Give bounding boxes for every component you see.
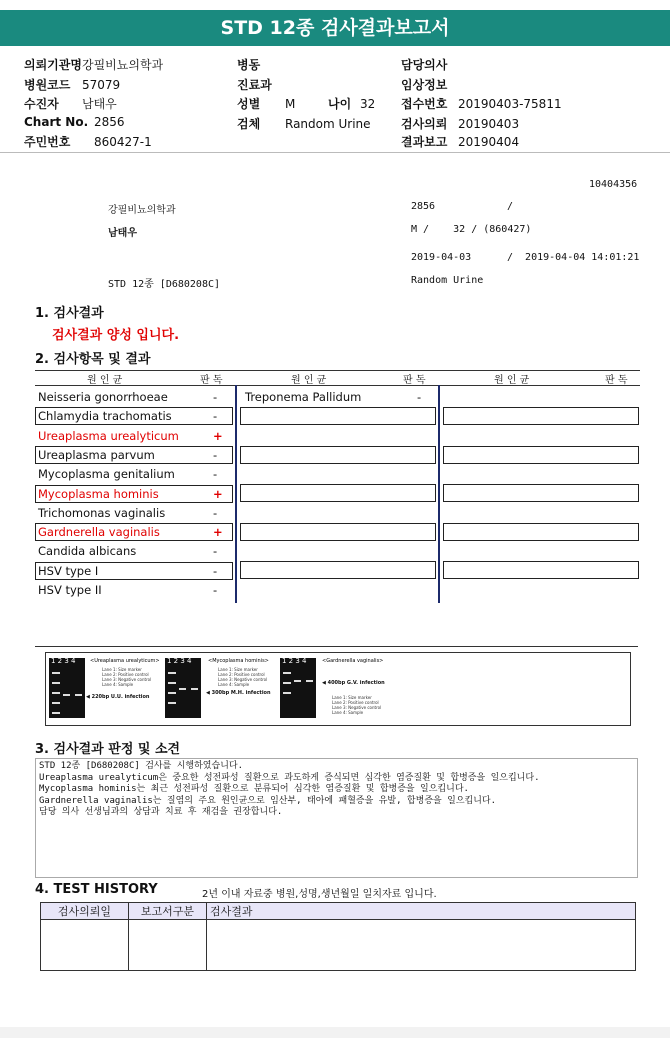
opinion-line: Gardnerella vaginalis는 질염의 주요 원인균으로 임산부, 태아에 패혈증을 유발, 합병증을 일으킵니다. xyxy=(39,795,497,806)
germ-result: - xyxy=(213,563,218,578)
gel-arrow-3: ◀ 400bp G.V. infection xyxy=(322,680,385,686)
germ-result: + xyxy=(213,486,223,501)
empty-result-box xyxy=(443,484,639,502)
gel-electrophoresis-image xyxy=(45,652,631,726)
report-datetime: / 2019-04-04 14:01:21 xyxy=(507,252,640,263)
section-2-title: 2. 검사항목 및 결과 xyxy=(35,352,151,367)
history-cell xyxy=(207,920,636,971)
test-name: STD 12종 [D680208C] xyxy=(108,279,221,290)
empty-result-box xyxy=(240,407,436,425)
specimen-row: 검체 Random Urine xyxy=(237,117,371,131)
germ-result: + xyxy=(213,525,223,540)
germ-2-name: Treponema Pallidum xyxy=(245,390,362,404)
gel-image-3: 1 2 3 4 xyxy=(280,658,316,718)
germ-result: - xyxy=(213,583,218,597)
section-1-title: 1. 검사결과 xyxy=(35,306,104,321)
opinion-line: STD 12종 [D680208C] 검사를 시행하였습니다. xyxy=(39,761,244,771)
empty-result-box xyxy=(240,484,436,502)
column-divider-2 xyxy=(438,385,440,603)
header-judge-3: 판 독 xyxy=(605,375,628,386)
report-body xyxy=(0,165,670,1027)
gel-title-3: <Gardnerella vaginalis> xyxy=(322,658,384,664)
germ-result: - xyxy=(213,447,218,462)
chart-no-row: Chart No. 2856 xyxy=(24,115,125,129)
receipt-no-row: 접수번호 20190403-75811 xyxy=(401,97,562,111)
gel-legend-1: Lane 1: Size marker Lane 2: Positive control Lane 3: Negative control Lane 4: Sample xyxy=(102,667,152,687)
germ-name: Ureaplasma parvum xyxy=(38,447,155,462)
germ-name: Gardnerella vaginalis xyxy=(38,525,160,540)
result-summary: 검사결과 양성 입니다. xyxy=(52,328,180,343)
germ-result: - xyxy=(213,467,218,482)
gel-legend-2: Lane 1: Size marker Lane 2: Positive control Lane 3: Negative control Lane 4: Sample xyxy=(218,667,268,687)
gel-image-1: 1 2 3 4 xyxy=(49,658,85,718)
germ-name: Candida albicans xyxy=(38,544,137,559)
report-header xyxy=(0,0,670,165)
header-germ-2: 원 인 균 xyxy=(291,375,327,386)
gel-title-1: <Ureaplasma urealyticum> xyxy=(90,658,160,664)
resident-no-row: 주민번호 860427-1 xyxy=(24,135,152,149)
clinical-info-row: 임상정보 xyxy=(401,78,448,92)
empty-result-box xyxy=(443,446,639,464)
germ-result: - xyxy=(213,544,218,559)
opinion-box xyxy=(35,758,638,878)
specimen: Random Urine xyxy=(411,275,484,286)
germ-2-result: - xyxy=(417,390,422,404)
history-col-date: 검사의뢰일 xyxy=(41,903,129,920)
hospital-name-row: 의뢰기관명강필비뇨의학과 xyxy=(24,58,164,72)
history-col-result: 검사결과 xyxy=(207,903,636,920)
germ-name: Chlamydia trachomatis xyxy=(38,409,172,424)
gel-title-2: <Mycoplasma hominis> xyxy=(208,658,269,664)
gel-legend-3: Lane 1: Size marker Lane 2: Positive control Lane 3: Negative control Lane 4: Sample xyxy=(332,695,382,715)
sex-row: 성별 M xyxy=(237,97,296,111)
germ-name: Trichomonas vaginalis xyxy=(38,505,166,520)
patient-name-row: 수진자 남태우 xyxy=(24,97,117,111)
section-4-title: 4. TEST HISTORY xyxy=(35,882,158,897)
germ-result: - xyxy=(213,390,218,404)
germ-result: - xyxy=(213,409,218,424)
history-col-type: 보고서구분 xyxy=(129,903,207,920)
sex-age: M / 32 / (860427) xyxy=(411,224,532,235)
hospital-code-row: 병원코드 57079 xyxy=(24,78,121,92)
history-cell xyxy=(129,920,207,971)
report-id: 10404356 xyxy=(589,179,638,190)
section-divider xyxy=(35,646,638,647)
ward-row: 병동 xyxy=(237,58,261,72)
opinion-line: Mycoplasma hominis는 최근 성전파성 질환으로 분류되어 심각한 염증질환 및 합병증을 일으킵니다. xyxy=(39,784,469,794)
results-table-header xyxy=(35,370,640,386)
opinion-line: 담당 의사 선생님과의 상담과 치료 후 재검을 권장합니다. xyxy=(39,807,283,817)
header-judge-2: 판 독 xyxy=(403,375,426,386)
test-history-table xyxy=(40,902,636,971)
chart-number: 2856 xyxy=(411,201,436,212)
chart-slash: / xyxy=(507,201,514,212)
germ-name: HSV type II xyxy=(38,583,102,597)
history-note: 2년 이내 자료중 병원,성명,생년월일 일치자료 입니다. xyxy=(202,889,437,900)
empty-result-box xyxy=(443,561,639,579)
header-germ-1: 원 인 균 xyxy=(87,375,123,386)
section-3-title: 3. 검사결과 판정 및 소견 xyxy=(35,742,181,757)
hospital-name: 강필비뇨의학과 xyxy=(108,205,176,216)
germ-name: Neisseria gonorrhoeae xyxy=(38,390,168,404)
germ-name: Mycoplasma hominis xyxy=(38,486,159,501)
receipt-date: 2019-04-03 xyxy=(411,252,472,263)
history-cell xyxy=(41,920,129,971)
column-divider-1 xyxy=(235,385,237,603)
request-date-row: 검사의뢰 20190403 xyxy=(401,117,520,131)
age-row: 나이 32 xyxy=(328,97,376,111)
germ-result: - xyxy=(213,505,218,520)
report-date-row: 결과보고 20190404 xyxy=(401,135,520,149)
empty-result-box xyxy=(240,446,436,464)
empty-result-box xyxy=(240,523,436,541)
gel-image-2: 1 2 3 4 xyxy=(165,658,201,718)
germ-name: Ureaplasma urealyticum xyxy=(38,428,179,443)
germ-name: HSV type I xyxy=(38,563,99,578)
germ-name: Mycoplasma genitalium xyxy=(38,467,175,482)
opinion-line: Ureaplasma urealyticum은 중요한 성전파성 질환으로 과도하게 증식되면 심각한 염증질환 및 합병증을 일으킵니다. xyxy=(39,772,540,783)
doctor-row: 담당의사 xyxy=(401,58,448,72)
header-judge-1: 판 독 xyxy=(200,375,223,386)
gel-arrow-2: ◀ 300bp M.H. infection xyxy=(206,690,271,696)
empty-result-box xyxy=(240,561,436,579)
header-divider xyxy=(0,152,670,153)
empty-result-box xyxy=(443,407,639,425)
report-title: STD 12종 검사결과보고서 xyxy=(0,10,670,46)
empty-result-box xyxy=(443,523,639,541)
gel-arrow-1: ◀ 220bp U.U. infection xyxy=(86,694,150,700)
header-germ-3: 원 인 균 xyxy=(494,375,530,386)
patient-name: 남태우 xyxy=(108,228,137,239)
department-row: 진료과 xyxy=(237,78,272,92)
germ-result: + xyxy=(213,428,223,443)
